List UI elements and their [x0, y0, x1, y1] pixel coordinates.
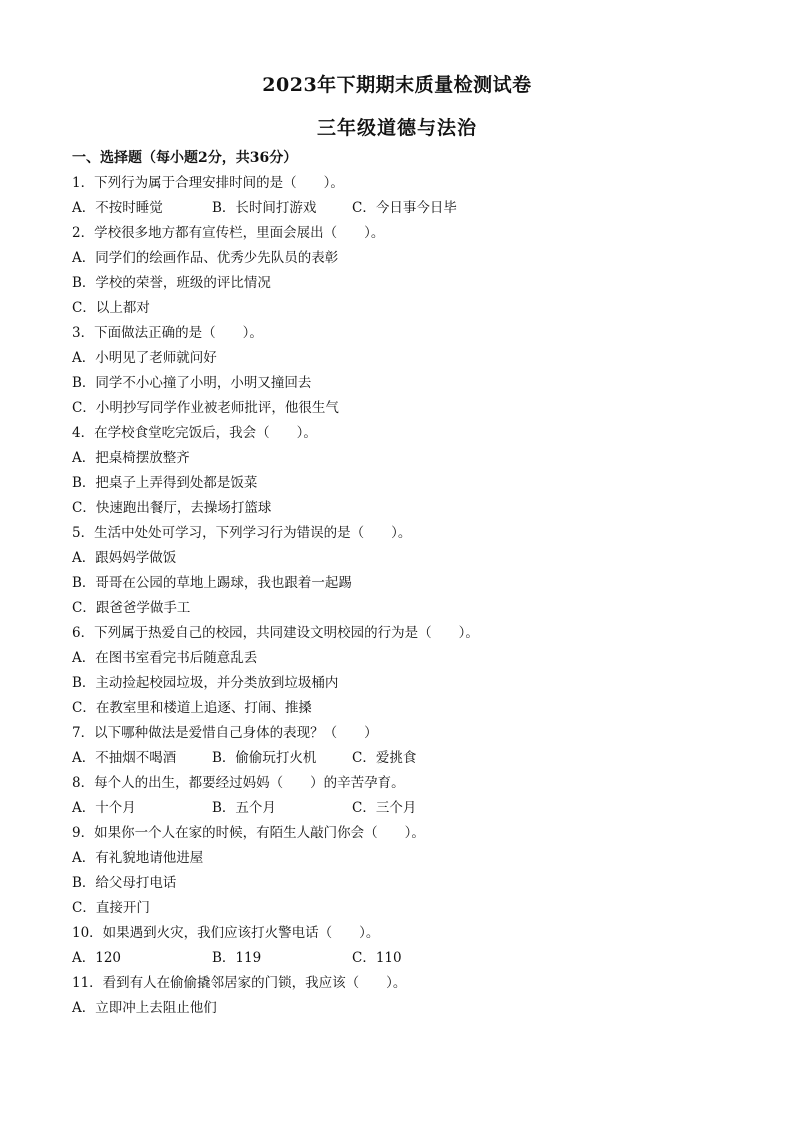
question-10-stem: 10．如果遇到火灾，我们应该打火警电话（ ）。	[72, 925, 380, 941]
question-2-option-c: C．以上都对	[72, 300, 150, 316]
question-3-option-a: A．小明见了老师就问好	[72, 350, 217, 366]
question-7-option-b: B．偷偷玩打火机	[212, 750, 317, 766]
question-6-option-b: B．主动捡起校园垃圾，并分类放到垃圾桶内	[72, 675, 339, 691]
section-heading: 一、选择题（每小题2分，共36分）	[72, 150, 298, 166]
question-7-stem: 7．以下哪种做法是爱惜自己身体的表现？（ ）	[72, 725, 378, 741]
question-2-option-b: B．学校的荣誉，班级的评比情况	[72, 275, 271, 291]
question-9-option-b: B．给父母打电话	[72, 875, 177, 891]
question-4-option-b: B．把桌子上弄得到处都是饭菜	[72, 475, 258, 491]
question-10-option-c: C．110	[352, 950, 402, 966]
question-1-option-a: A．不按时睡觉	[72, 200, 163, 216]
question-6-option-a: A．在图书室看完书后随意乱丢	[72, 650, 258, 666]
question-8-option-c: C．三个月	[352, 800, 417, 816]
question-5-option-a: A．跟妈妈学做饭	[72, 550, 177, 566]
question-3-option-c: C．小明抄写同学作业被老师批评，他很生气	[72, 400, 339, 416]
question-7-option-a: A．不抽烟不喝酒	[72, 750, 177, 766]
question-9-option-c: C．直接开门	[72, 900, 150, 916]
question-1-option-b: B．长时间打游戏	[212, 200, 317, 216]
question-2-stem: 2．学校很多地方都有宣传栏，里面会展出（ ）。	[72, 225, 385, 241]
question-5-option-b: B．哥哥在公园的草地上踢球，我也跟着一起踢	[72, 575, 352, 591]
question-8-stem: 8．每个人的出生，都要经过妈妈（ ）的辛苦孕育。	[72, 775, 405, 791]
question-7-options	[72, 746, 732, 771]
question-10-options	[72, 946, 732, 971]
question-6-option-c: C．在教室里和楼道上追逐、打闹、推搡	[72, 700, 312, 716]
question-1-option-c: C．今日事今日毕	[352, 200, 457, 216]
question-5-stem: 5．生活中处处可学习，下列学习行为错误的是（ ）。	[72, 525, 412, 541]
question-11-stem: 11．看到有人在偷偷撬邻居家的门锁，我应该（ ）。	[72, 975, 407, 991]
question-1-stem: 1．下列行为属于合理安排时间的是（ ）。	[72, 175, 344, 191]
exam-subtitle: 三年级道德与法治	[316, 117, 477, 139]
question-9-stem: 9．如果你一个人在家的时候，有陌生人敲门你会（ ）。	[72, 825, 425, 841]
question-10-option-a: A．120	[72, 950, 122, 966]
question-6-stem: 6．下列属于热爱自己的校园，共同建设文明校园的行为是（ ）。	[72, 625, 479, 641]
question-8-options	[72, 796, 732, 821]
question-9-option-a: A．有礼貌地请他进屋	[72, 850, 204, 866]
question-4-option-c: C．快速跑出餐厅，去操场打篮球	[72, 500, 272, 516]
exam-content	[72, 146, 732, 1021]
question-5-option-c: C．跟爸爸学做手工	[72, 600, 191, 616]
question-7-option-c: C．爱挑食	[352, 750, 417, 766]
question-4-option-a: A．把桌椅摆放整齐	[72, 450, 190, 466]
question-10-option-b: B．119	[212, 950, 262, 966]
question-8-option-a: A．十个月	[72, 800, 136, 816]
question-3-stem: 3．下面做法正确的是（ ）。	[72, 325, 263, 341]
question-11-option-a: A．立即冲上去阻止他们	[72, 1000, 217, 1016]
question-4-stem: 4．在学校食堂吃完饭后，我会（ ）。	[72, 425, 317, 441]
question-8-option-b: B．五个月	[212, 800, 276, 816]
question-3-option-b: B．同学不小心撞了小明，小明又撞回去	[72, 375, 312, 391]
question-1-options	[72, 196, 732, 221]
question-2-option-a: A．同学们的绘画作品、优秀少先队员的表彰	[72, 250, 339, 266]
exam-title: 2023年下期期末质量检测试卷	[262, 74, 532, 96]
